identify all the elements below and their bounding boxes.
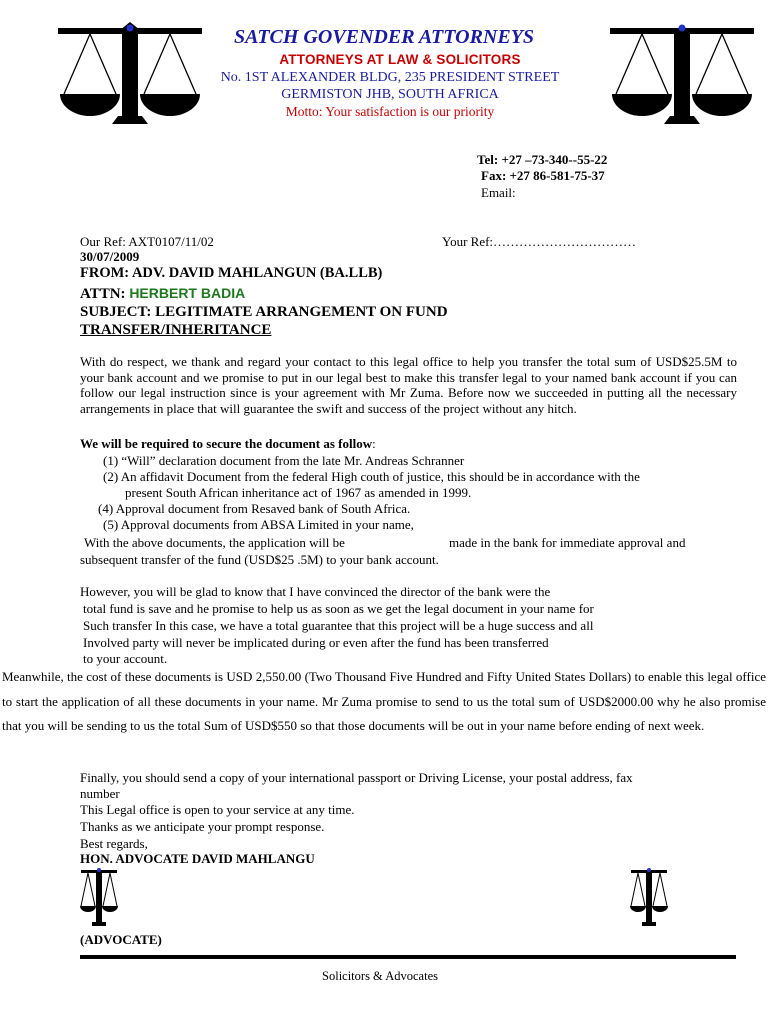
attn-line	[80, 285, 245, 303]
documents-heading-colon: :	[372, 436, 376, 451]
document-item-2: (2) An affidavit Document from the federal High couth of justice, this should be in accordance with the	[103, 469, 640, 484]
subject-line1: SUBJECT: LEGITIMATE ARRANGEMENT ON FUND	[80, 304, 452, 320]
firm-name: SATCH GOVENDER ATTORNEYS	[233, 26, 535, 48]
signer-name: HON. ADVOCATE DAVID MAHLANGU	[80, 851, 315, 866]
footer-text: Solicitors & Advocates	[322, 969, 438, 983]
contact-email: Email:	[481, 185, 516, 200]
signer-title: (ADVOCATE)	[80, 932, 162, 947]
footer-divider	[80, 955, 736, 959]
document-item-4: (4) Approval document from Resaved bank of South Africa.	[98, 501, 411, 516]
closing-line4: Thanks as we anticipate your prompt response.	[80, 819, 325, 834]
subject	[80, 303, 451, 339]
paragraph-1: With do respect, we thank and regard your contact to this legal office to help you transfer the total sum of USD$25.5M to your bank account and we promise to put in our legal best to make this transfer legal to your named bank account if you can follow our legal instruction since is your agreement with Mr Zuma. Before now we succeeded in putting all the necessary arrangements in place that will guarantee the swift and success of the project without any hitch.	[80, 354, 737, 417]
paragraph-3-line2: total fund is save and he promise to help us as soon as we get the legal document in your name for	[83, 601, 594, 616]
paragraph-2-line2: subsequent transfer of the fund (USD$25 .5M) to your bank account.	[80, 552, 439, 567]
documents-heading	[80, 436, 376, 452]
paragraph-2-line1a: With the above documents, the application will be	[84, 535, 345, 550]
subject-line2: TRANSFER/INHERITANCE	[80, 322, 272, 338]
paragraph-3-line5: to your account.	[83, 651, 168, 666]
document-item-5: (5) Approval documents from ABSA Limited in your name,	[103, 517, 414, 532]
our-ref: Our Ref: AXT0107/11/02	[80, 234, 214, 249]
firm-address-line1: No. 1ST ALEXANDER BLDG, 235 PRESIDENT STREET	[220, 70, 560, 85]
paragraph-3-line1: However, you will be glad to know that I have convinced the director of the bank were the	[80, 584, 551, 599]
paragraph-2-line1b: made in the bank for immediate approval and	[449, 535, 686, 550]
documents-heading-text: We will be required to secure the document as follow	[80, 436, 373, 451]
signature-scales-right-icon	[628, 866, 670, 930]
closing-line3: This Legal office is open to your service at any time.	[80, 802, 355, 817]
paragraph-3-line3: Such transfer In this case, we have a total guarantee that this project will be a huge success and all	[83, 618, 594, 633]
firm-address-line2: GERMISTON JHB, SOUTH AFRICA	[281, 87, 499, 102]
attn-name: HERBERT BADIA	[129, 285, 246, 301]
closing-line2: number	[80, 786, 120, 801]
paragraph-3-line4: Involved party will never be implicated during or even after the fund has been transferred	[83, 635, 549, 650]
signature-scales-left-icon	[78, 866, 120, 930]
attn-label: ATTN:	[80, 286, 130, 302]
contact-tel: Tel: +27 –73-340--55-22	[477, 152, 608, 167]
firm-subtitle: ATTORNEYS AT LAW & SOLICITORS	[279, 52, 521, 67]
paragraph-4: Meanwhile, the cost of these documents is USD 2,550.00 (Two Thousand Five Hundred and Fifty United States Dollars) to enable this legal office to start the application of all these documents in your name. Mr Zuma promise to send to us the total sum of USD$2000.00 why he also promise that you will be sending to us the total Sum of USD$550 so that those documents will be out in your name before ending of next week.	[2, 669, 766, 733]
document-item-2-cont: present South African inheritance act of 1967 as amended in 1999.	[125, 485, 472, 500]
from-line: FROM: ADV. DAVID MAHLANGUN (BA.LLB)	[80, 265, 383, 281]
letter-date: 30/07/2009	[80, 249, 140, 264]
your-ref: Your Ref:……………………………	[442, 234, 637, 249]
firm-motto: Motto: Your satisfaction is our priority	[285, 104, 495, 119]
closing-line5: Best regards,	[80, 836, 148, 851]
contact-fax: Fax: +27 86-581-75-37	[481, 168, 605, 183]
document-item-1: (1) “Will” declaration document from the late Mr. Andreas Schranner	[103, 453, 465, 468]
closing-line1: Finally, you should send a copy of your international passport or Driving License, your postal address, fax	[80, 770, 633, 785]
